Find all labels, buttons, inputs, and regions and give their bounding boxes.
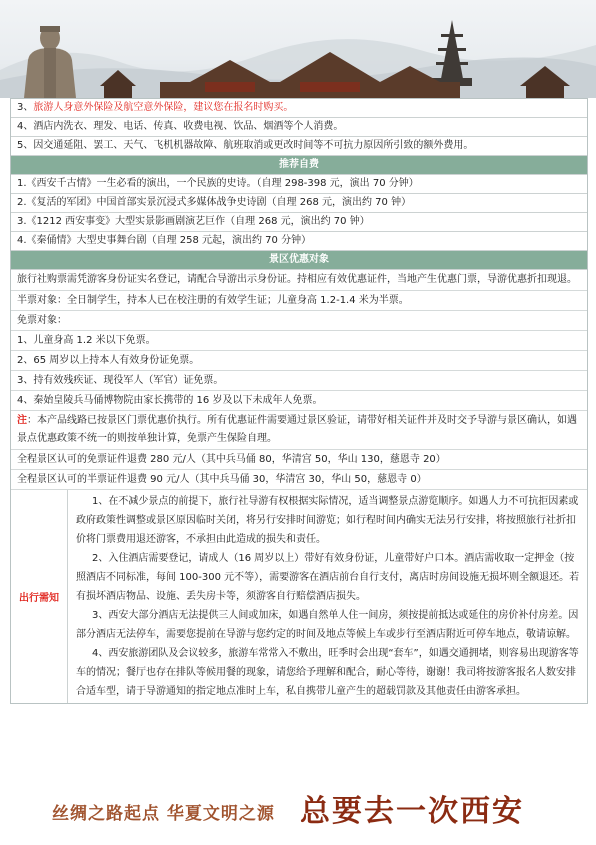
free-ticket-item: 2、65 周岁以上持本人有效身份证免票。 [11, 351, 587, 371]
header-banner [0, 0, 596, 98]
discount-section-header: 景区优惠对象 [11, 251, 587, 270]
notice-paragraph: 3、西安大部分酒店无法提供三人间或加床，如遇自然单人住一间房，须按提前抵达或延住的房价补付房差。因部分酒店无法停车，需要您提前在导游与您约定的时间及地点等候上车或步行至酒店附近可停车地点，敬请谅解。 [76, 610, 579, 640]
free-ticket-item: 4、秦始皇陵兵马俑博物院由家长携带的 16 岁及以下未成年人免票。 [11, 391, 587, 411]
warrior-statue-icon [24, 26, 76, 98]
recommend-item: 1.《西安千古情》一生必看的演出，一个民族的史诗。（自理 298-398 元，演出 70 分钟） [11, 175, 587, 194]
slogan-big: 总要去一次西安 [300, 794, 524, 829]
note-label: 注 [17, 415, 27, 426]
half-ticket-rule: 半票对象：全日制学生，持本人已在校注册的有效学生证；儿童身高 1.2-1.4 米为半票。 [11, 291, 587, 311]
free-refund-total: 全程景区认可的免票证件退费 280 元/人（其中兵马俑 80，华清宫 50，华山 130，慈恩寺 20） [11, 450, 587, 470]
free-ticket-item: 1、儿童身高 1.2 米以下免票。 [11, 331, 587, 351]
fee-exclusion-item-3: 3、旅游人身意外保险及航空意外保险，建议您在报名时购买。 [11, 99, 587, 118]
free-ticket-item: 3、持有效残疾证、现役军人（军官）证免票。 [11, 371, 587, 391]
notice-paragraph: 1、在不减少景点的前提下，旅行社导游有权根据实际情况，适当调整景点游览顺序。如遇人力不可抗拒因素或政府政策性调整或景区原因临时关闭，将另行安排时间游览；如行程时间内确实无法另行安排，将按照旅行社折扣价将门票费用退还游客，不承担由此造成的损失和责任。 [76, 496, 579, 545]
recommend-item: 3.《1212 西安事变》大型实景影画剧演艺巨作（自理 268 元，演出约 70 钟） [11, 213, 587, 232]
notice-paragraph: 2、入住酒店需要登记，请成人（16 周岁以上）带好有效身份证，儿童带好户口本。酒店需收取一定押金（按照酒店不同标准，每间 100-300 元不等），需要游客在酒店前台自行支付，离店时房间设施无损坏则全额退还。若有损坏酒店物品、设施、丢失房卡等，须游客自行赔偿酒店损失。 [76, 553, 580, 602]
travel-notice-body [68, 490, 587, 703]
banner-illustration [0, 0, 596, 98]
note-text: ：本产品线路已按景区门票优惠价执行。所有优惠证件需要通过景区验证，请带好相关证件并及时交予导游与景区确认，如遇景点优惠政策不统一的则按单独计算，免票产生保险自理。 [17, 415, 577, 444]
fee-exclusion-item-4: 4、酒店内洗衣、理发、电话、传真、收费电视、饮品、烟酒等个人消费。 [11, 118, 587, 137]
half-refund-total: 全程景区认可的半票证件退费 90 元/人（其中兵马俑 30，华清宫 30，华山 50，慈恩寺 0） [11, 470, 587, 490]
content-table [10, 98, 588, 704]
fee-exclusion-item-5: 5、因交通延阻、罢工、天气、飞机机器故障、航班取消或更改时间等不可抗力原因所引致的额外费用。 [11, 137, 587, 156]
recommend-item: 4.《秦俑情》大型史事舞台剧（自理 258 元起，演出约 70 分钟） [11, 232, 587, 251]
slogan-small: 丝绸之路起点 华夏文明之源 [52, 804, 275, 824]
travel-notice-label: 出行需知 [11, 490, 68, 703]
discount-intro: 旅行社购票需凭游客身份证实名登记，请配合导游出示身份证。持相应有效优惠证件，当地产生优惠门票，导游优惠折扣现退。 [11, 270, 587, 291]
recommend-item: 2.《复活的军团》中国首部实景沉浸式多媒体战争史诗剧（自理 268 元，演出约 70 钟） [11, 194, 587, 213]
free-ticket-title: 免票对象： [11, 311, 587, 331]
discount-note [11, 411, 587, 450]
footer-slogans [0, 780, 596, 845]
recommend-section-header: 推荐自费 [11, 156, 587, 175]
notice-paragraph: 4、西安旅游团队及会议较多，旅游车常常入不敷出，旺季时会出现“套车”，如遇交通拥堵，则容易出现游客等车的情况；餐厅也存在排队等候用餐的现象，请您给予理解和配合，耐心等待，谢谢！我司将按游客报名人数安排合适车型，请于导游通知的指定地点准时上车，私自携带儿童产生的超载罚款及其他责任由游客承担。 [76, 648, 579, 697]
travel-notice-section [11, 490, 587, 703]
